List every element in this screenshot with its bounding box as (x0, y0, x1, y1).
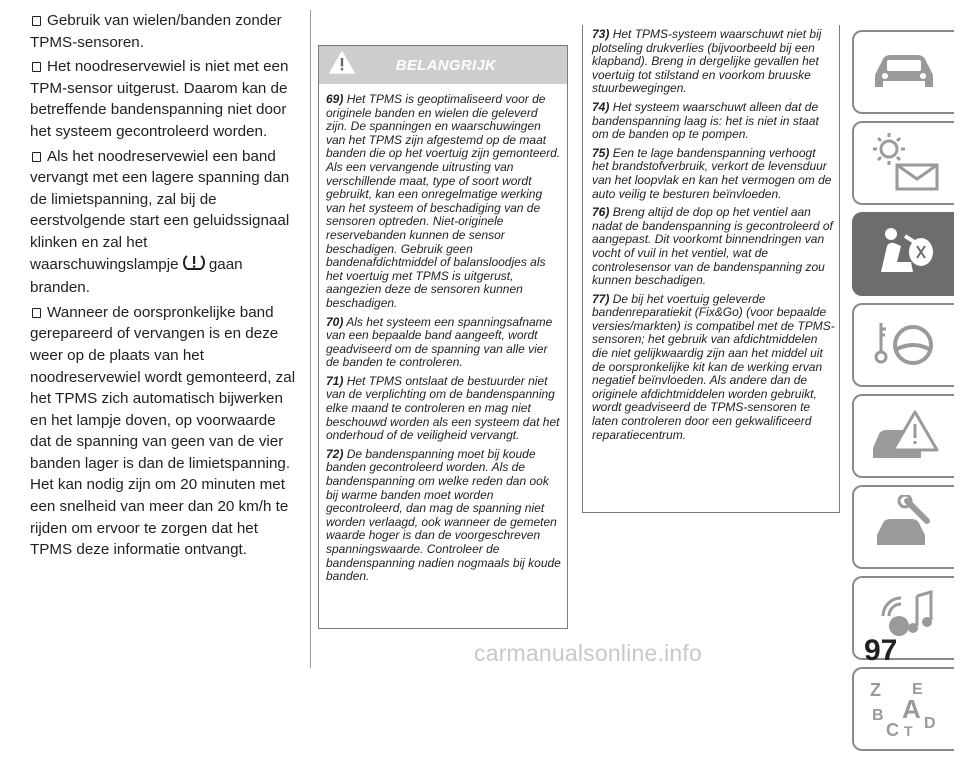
important-title: BELANGRIJK (395, 56, 497, 74)
svg-text:B: B (872, 706, 884, 724)
index-letters-icon (864, 676, 944, 743)
airbag-seat-icon (867, 222, 941, 287)
important-notes (319, 84, 567, 584)
tab-warning-lights[interactable] (852, 121, 954, 205)
watermark: carmanualsonline.info (474, 640, 702, 666)
tab-index[interactable] (852, 667, 954, 751)
svg-text:E: E (912, 680, 923, 698)
tire-pressure-warning-icon (183, 254, 205, 278)
tab-safety[interactable] (852, 212, 954, 296)
note-item: 71) Het TPMS ontslaat de bestuurder niet van de verplichting om de bandenspanning elke maand te controleren en mag niet beschouwd worden als een systeem dat het onderhoud of de veiligheid vervangt. (326, 373, 560, 443)
tab-car-overview[interactable] (852, 30, 954, 114)
svg-text:D: D (924, 714, 936, 732)
note-item: 73) Het TPMS-systeem waarschuwt niet bij plotseling drukverlies (bijvoorbeeld bij een klapband). Breng in dergelijke gevallen het voertuig tot stilstand en voorkom bruuske stuurbewegingen. (592, 27, 822, 96)
continued-notes (583, 25, 839, 442)
checkbox-bullet-icon (32, 16, 41, 26)
main-text-column (30, 10, 300, 564)
list-item: Gebruik van wielen/banden zonder TPMS-sensoren. (30, 12, 282, 51)
car-warning-icon (867, 404, 941, 469)
note-item: 70) Als het systeem een spanningsafname van een bepaalde band aangeeft, wordt geadviseerd om de spanning van alle vier de banden te controleren. (326, 314, 553, 370)
list-item: Als het noodreservewiel een band vervangt met een lagere spanning dan de limietspanning, zal bij de eerstvolgende start een geluidssignaal klinken en zal het waarschuwingslampje gaan branden. (30, 147, 290, 297)
note-item: 74) Het systeem waarschuwt alleen dat de bandenspanning laag is: het is niet in staat om de banden op te pompen. (592, 99, 819, 142)
note-item: 72) De bandenspanning moet bij koude banden gecontroleerd worden. Als de bandenspanning om welke reden dan ook bij warme banden moet worden gecontroleerd, dan mag de spanning niet worden verlaagd, ook wanneer de gemeten waarde hoger is dan de voorgeschreven spanningswaarde. Controleer de bandenspanning nadien nogmaals bij koude banden. (326, 446, 561, 584)
svg-text:T: T (904, 722, 913, 738)
note-item: 75) Een te lage bandenspanning verhoogt het brandstofverbruik, verkort de levensduur van het loopvlak en kan het vermogen om de auto veilig te besturen beïnvloeden. (592, 145, 832, 201)
wrench-car-icon (867, 495, 941, 560)
page-number: 97 (864, 634, 898, 667)
note-item: 77) De bij het voertuig geleverde bandenreparatiekit (Fix&Go) (voor bepaalde versies/markten) is compatibel met de TPMS-sensoren; het gebruik van afdichtmiddelen die niet gelijkwaardig zijn aan het middel uit de oorspronkelijke kit kan de werking ervan negatief beïnvloeden. Als andere dan de originele afdichtmiddelen worden gebruikt, wordt geadviseerd de TPMS-sensoren te laten controleren door een gekwalificeerd reparatiecentrum. (592, 291, 835, 442)
note-item: 69) Het TPMS is geoptimaliseerd voor de originele banden en wielen die geleverd zijn. De spanningen en waarschuwingen van het TPMS zijn afgestemd op de maat banden die op het voertuig zijn gemonteerd. Als een vervangende uitrusting van verschillende maat, type of soort wordt gebruikt, kan een onregelmatige werking van het systeem of beschadiging van de sensoren optreden. Niet-originele reservebanden kunnen de sensor beschadigen. Gebruik geen bandenafdichtmiddel of balansloodjes als het voertuig met TPMS is uitgerust, aangezien deze de sensoren kunnen beschadigen. (326, 92, 561, 310)
checkbox-bullet-icon (32, 308, 41, 318)
list-item: Het noodreservewiel is niet met een TPM-sensor uitgerust. Daarom kan de betreffende bandenspanning niet door het systeem gecontroleerd worden. (30, 58, 289, 140)
svg-text:Z: Z (870, 679, 881, 700)
list-item: Wanneer de oorspronkelijke band gerepareerd of vervangen is en deze weer op de plaats van het noodreservewiel wordt gemonteerd, zal het TPMS zich automatisch bijwerken en het lampje doven, op voorwaarde dat de spanning van geen van de vier banden lager is dan de limietspanning. Het kan nodig zijn om 20 minuten met een snelheid van meer dan 20 km/h te rijden om ervoor te zorgen dat het TPMS deze informatie ontvangt. (30, 303, 296, 559)
svg-text:A: A (902, 693, 921, 724)
tab-emergency[interactable] (852, 394, 954, 478)
column-divider (310, 10, 311, 668)
tab-starting-driving[interactable] (852, 303, 954, 387)
warning-lights-icon (867, 131, 941, 196)
steering-key-icon (867, 313, 941, 378)
warning-triangle-icon (329, 51, 355, 79)
important-header (319, 46, 567, 84)
checkbox-bullet-icon (32, 62, 41, 72)
svg-text:C: C (886, 719, 899, 738)
continued-notes-box (582, 25, 840, 513)
note-item: 76) Breng altijd de dop op het ventiel aan nadat de bandenspanning is gecontroleerd of aangepast. Dit voorkomt binnendringen van vocht of vuil in het ventiel, wat de controlesensor van de bandenspanning zou kunnen beschadigen. (592, 205, 833, 288)
car-icon (867, 45, 941, 100)
checkbox-bullet-icon (32, 152, 41, 162)
tab-maintenance[interactable] (852, 485, 954, 569)
important-box (318, 45, 568, 629)
